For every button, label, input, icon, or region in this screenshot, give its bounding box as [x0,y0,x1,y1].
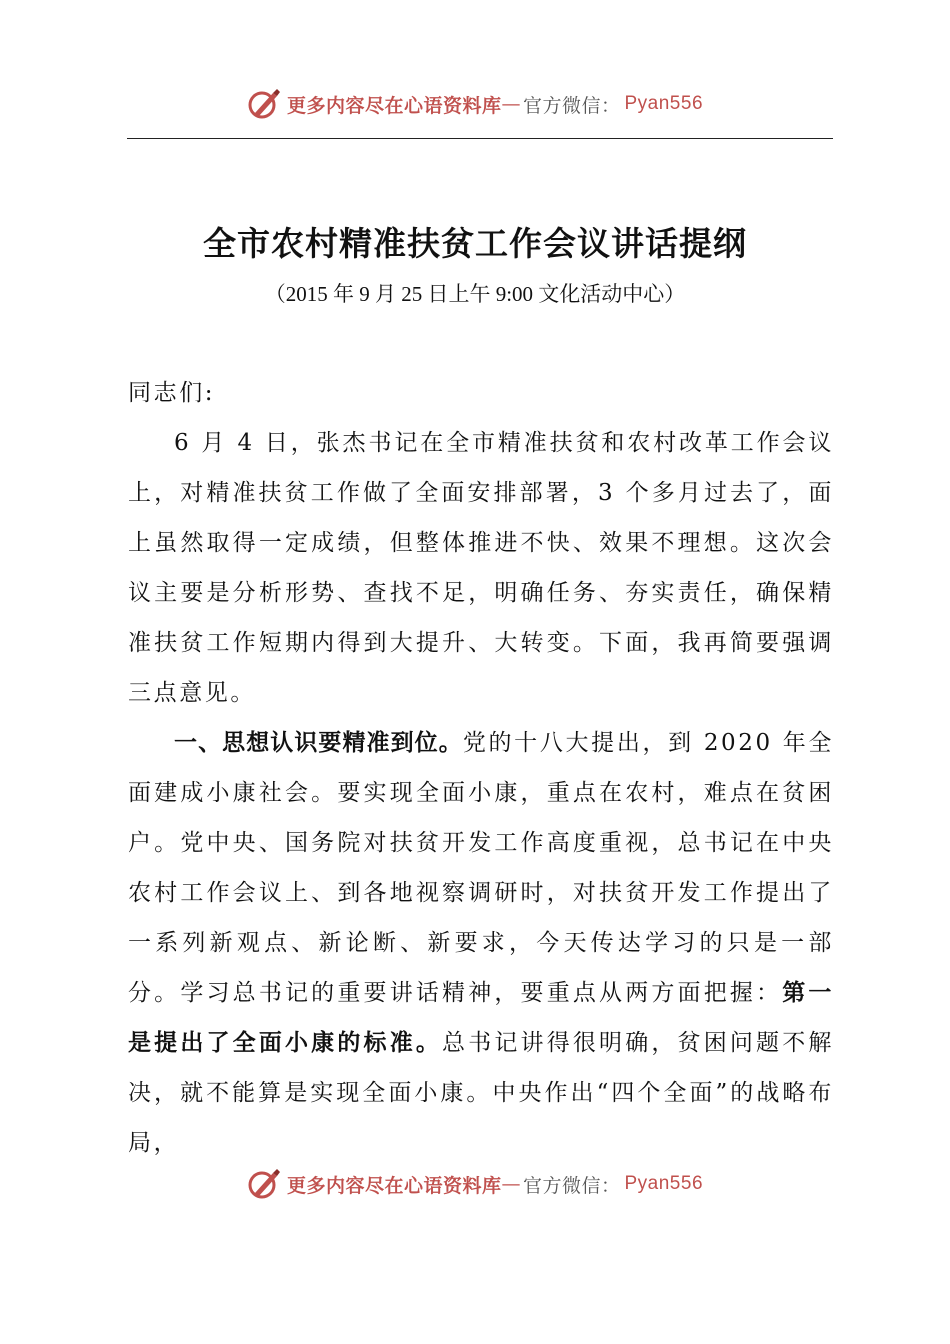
document-subtitle: （2015 年 9 月 25 日上午 9:00 文化活动中心） [264,282,686,306]
footer-watermark [0,1164,950,1204]
watermark-dash: — [501,93,521,115]
pen-logo-icon [247,87,281,121]
document-title: 全市农村精准扶贫工作会议讲话提纲 [203,224,747,263]
watermark-wechat-id: Pyan556 [624,1173,704,1194]
section-1-point-1: 第一是提出了全面小康的标准。 [128,979,835,1056]
header-watermark [0,84,950,124]
section-1-heading: 一、思想认识要精准到位。 [174,730,463,756]
section-1-text-b: 总书记讲得很明确，贫困问题不解决，就不能算是实现全面小康。中央作出“四个全面”的战略布局， [128,1030,834,1156]
paragraph-intro: 6 月 4 日，张杰书记在全市精准扶贫和农村改革工作会议上，对精准扶贫工作做了全面安排部署，3 个多月过去了，面上虽然取得一定成绩，但整体推进不快、效果不理想。这次会议主要是分析形势、查找不足，明确任务、夯实责任，确保精准扶贫工作短期内得到大提升、大转变。下面，我再简要强调三点意见。 [128,430,834,706]
watermark-brand: 更多内容尽在心语资料库 [286,94,502,117]
watermark-dash: — [501,1173,521,1195]
paragraph-section-1 [128,718,834,1168]
watermark-official-label: 官方微信： [522,1174,621,1197]
header-divider [127,138,833,139]
watermark-wechat-id: Pyan556 [624,93,704,114]
salutation: 同志们: [128,380,216,406]
section-1-text-a: 党的十八大提出，到 2020 年全面建成小康社会。要实现全面小康，重点在农村，难点在贫困户。党中央、国务院对扶贫开发工作高度重视，总书记在中央农村工作会议上、到各地视察调研时，对扶贫开发工作提出了一系列新观点、新论断、新要求，今天传达学习的只是一部分。学习总书记的重要讲话精神，要重点从两方面把握： [128,730,835,1006]
pen-logo-icon [247,1167,281,1201]
watermark-official-label: 官方微信： [522,94,621,117]
document-body [128,368,834,1168]
watermark-brand: 更多内容尽在心语资料库 [286,1174,502,1197]
